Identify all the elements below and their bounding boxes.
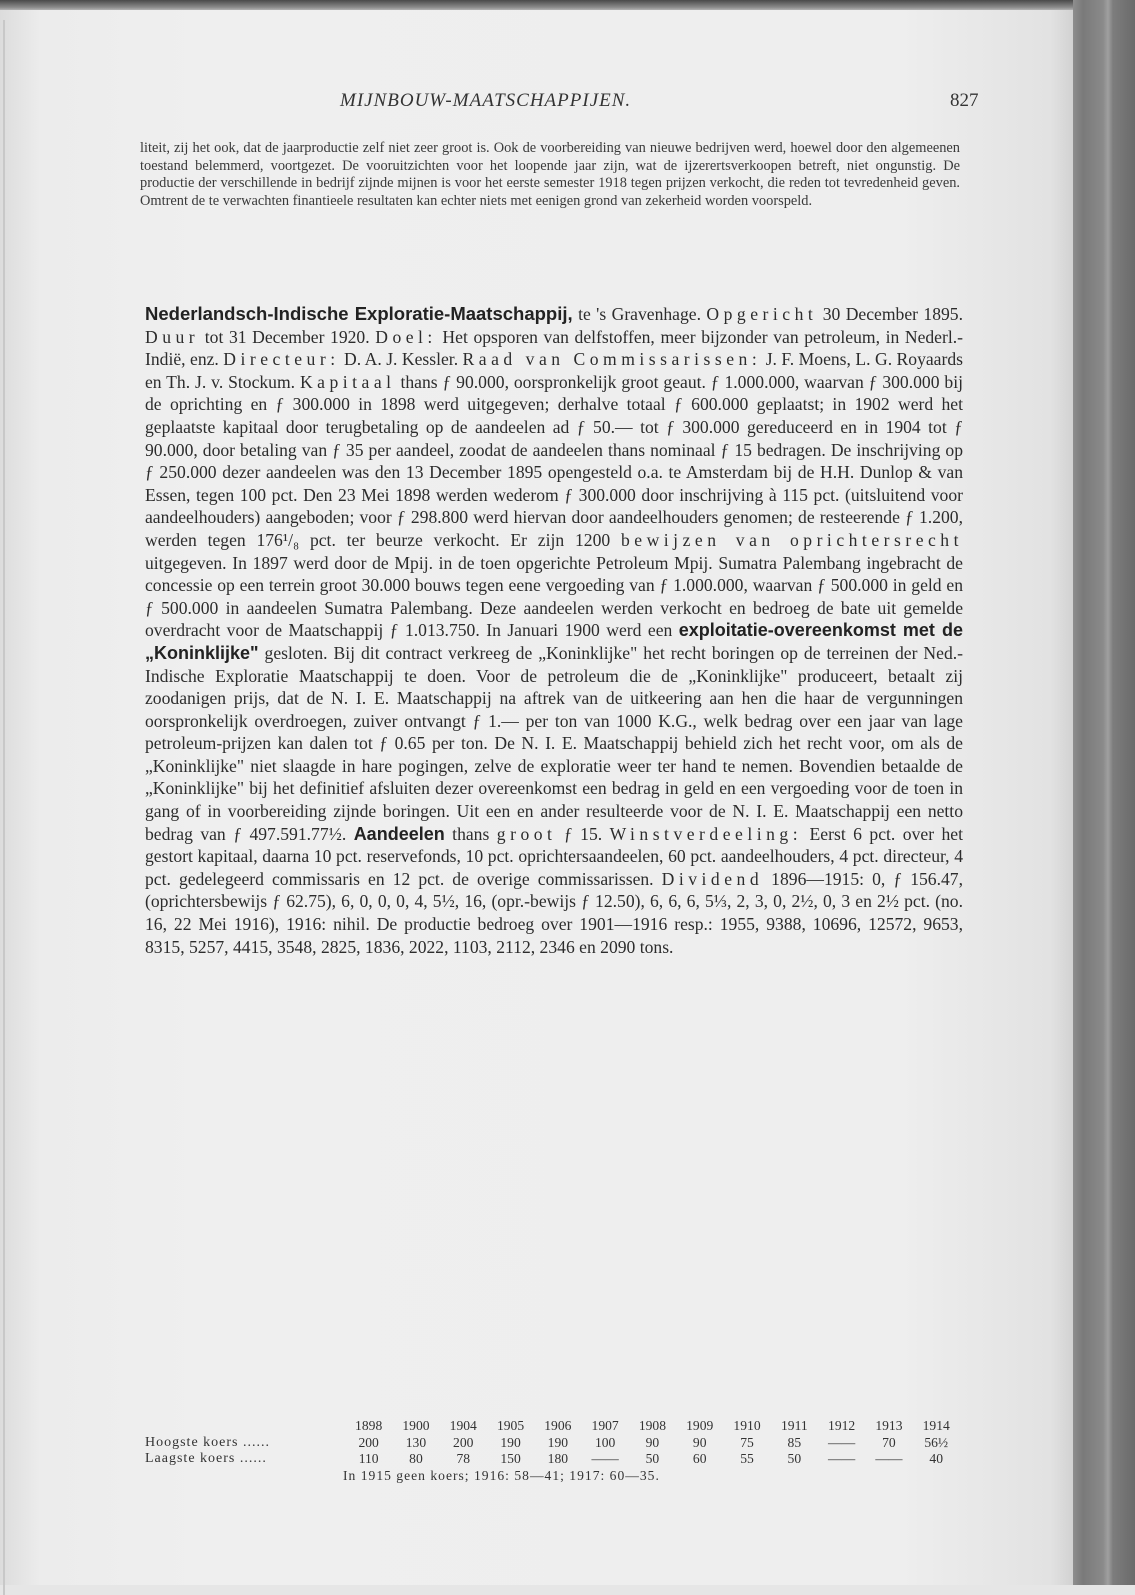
table-cell: 40 — [929, 1451, 943, 1466]
table-cell: 150 — [500, 1451, 521, 1466]
profit-distribution-value: Eerst 6 pct. over het gestort kapitaal, daarna 10 pct. reservefonds, 10 pct. oprichtersaandeelen, 60 pct. aandeelhouders, 4 pct. directeur, 4 pct. gedelegeerd commissaris en 12 pct. de overige commissarissen. — [145, 823, 964, 889]
table-row-low — [145, 1451, 965, 1468]
year-header: 1914 — [922, 1418, 950, 1433]
board-label: Raad van Commissarissen: — [462, 349, 762, 370]
year-header: 1898 — [355, 1418, 383, 1433]
table-header-row — [145, 1418, 965, 1435]
history-text: uitgegeven. In 1897 werd door de Mpij. in de toen opgerichte Petroleum Mpij. Sumatra Palembang ingebracht de concessie op een terrein groot 30.000 bouws tegen eene vergoeding van ƒ 1.000.000, waarvan ƒ 500.000 in geld en ƒ 500.000 in aandeelen Sumatra Palembang. Deze aandeelen werden verkocht en bedroeg de bate uit gemelde overdracht voor de Maatschappij ƒ 1.013.750. In Januari 1900 werd een — [145, 552, 963, 641]
year-header: 1909 — [686, 1418, 714, 1433]
founder-certificates-label: bewijzen van oprichtersrecht — [620, 529, 963, 550]
table-cell: 90 — [692, 1434, 707, 1450]
table-cell: 180 — [547, 1451, 569, 1466]
table-cell: —— — [875, 1451, 903, 1466]
running-title: MIJNBOUW-MAATSCHAPPIJEN. — [340, 90, 632, 111]
duration-value: tot 31 December 1920. — [199, 326, 376, 347]
table-cell: 78 — [456, 1451, 471, 1466]
year-header: 1905 — [496, 1418, 525, 1433]
table-cell: 90 — [645, 1434, 660, 1450]
row-label: Hoogste koers ...... — [145, 1434, 270, 1450]
row-label: Laagste koers ...... — [145, 1451, 267, 1466]
director-label: Directeur: — [223, 349, 340, 370]
table-cell: 200 — [358, 1434, 379, 1450]
table-cell: —— — [828, 1434, 856, 1450]
page-left-edge — [3, 20, 5, 1595]
year-header: 1913 — [875, 1418, 903, 1433]
shares-value: thans — [444, 823, 497, 844]
price-table — [145, 1418, 965, 1484]
year-header: 1906 — [544, 1418, 572, 1433]
share-size-value: ƒ 15. — [556, 823, 610, 844]
table-cell: 130 — [405, 1434, 427, 1450]
table-cell: 100 — [594, 1434, 616, 1450]
table-cell: 85 — [787, 1434, 802, 1450]
header-spacer — [145, 1418, 345, 1435]
dividend-label: Dividend — [661, 868, 764, 889]
table-cell: —— — [828, 1451, 856, 1466]
company-entry — [145, 303, 963, 958]
table-cell: 200 — [453, 1434, 474, 1450]
shares-label: Aandeelen — [353, 823, 445, 844]
year-header: 1904 — [449, 1418, 477, 1433]
continued-paragraph: liteit, zij het ook, dat de jaarproductie zelf niet zeer groot is. Ook de voorbereiding van nieuwe bedrijven werd, hoewel door den algemeenen toestand belemmerd, voortgezet. De vooruitzichten voor het loopende jaar zijn, wat de ijzerertsverkoopen betreft, niet ongunstig. De productie der verschillende in bedrijf zijnde mijnen is voor het eerste semester 1918 tegen prijzen verkocht, die reden tot tevredenheid geven. Omtrent de te verwachten finantieele resultaten kan echter niets met eenigen grond van zekerheid worden voorspeld. — [140, 140, 960, 209]
table-cell: 110 — [358, 1451, 379, 1466]
capital-label: Kapitaal — [299, 371, 396, 392]
table-row-high — [145, 1435, 965, 1452]
book-binding-edge — [1073, 0, 1135, 1585]
page-number: 827 — [950, 90, 979, 111]
purpose-label: Doel: — [375, 326, 437, 347]
running-head — [0, 90, 1073, 116]
table-cell: 80 — [409, 1451, 423, 1466]
table-cell: 190 — [500, 1434, 521, 1450]
table-cell: 190 — [547, 1434, 569, 1450]
capital-value: thans ƒ 90.000, oorspronkelijk groot geaut. ƒ 1.000.000, waarvan ƒ 300.000 bij de oprichting en ƒ 300.000 in 1898 werd uitgegeven; derhalve totaal ƒ 600.000 geplaatst; in 1902 werd het geplaatste kapitaal door terugbetaling op de aandeelen ad ƒ 50.— tot ƒ 300.000 gereduceerd en in 1904 tot ƒ 90.000, door betaling van ƒ 35 per aandeel, zoodat de aandeelen thans nominaal ƒ 15 bedragen. De inschrijving op ƒ 250.000 dezer aandeelen was den 13 December 1895 opengesteld o.a. te Amsterdam bij de H.H. Dunlop & van Essen, tegen 100 pct. Den 23 Mei 1898 werden wederom ƒ 300.000 door inschrijving à 115 pct. (uitsluitend voor aandeelhouders) aangeboden; voor ƒ 298.800 werd hiervan door aandeelhouders genomen; de resteerende ƒ 1.200, werden tegen 176¹/₈ pct. ter beurze verkocht. Er zijn 1200 — [145, 371, 963, 550]
year-header: 1907 — [591, 1418, 619, 1433]
exploitation-agreement-label: exploitatie-overeenkomst met de „Koninklijke" — [145, 620, 964, 663]
director-value: D. A. J. Kessler. — [339, 349, 463, 370]
company-name: Nederlandsch-Indische Exploratie-Maatschappij, — [145, 303, 573, 324]
table-cell: 55 — [740, 1451, 754, 1466]
purpose-value: Het opsporen van delfstoffen, meer bijzonder van petroleum, in Nederl.-Indië, enz. — [145, 326, 963, 370]
contract-text: gesloten. Bij dit contract verkreeg de „Koninklijke" het recht boringen op de terreinen der Ned.-Indische Exploratie Maatschappij te doen. Voor de petroleum die de „Koninklijke" produceert, betaalt zij zoodanigen prijs, dat de N. I. E. Maatschappij na aftrek van de uitkeering aan hen die haar de vergunningen oorspronkelijk overdroegen, zuiver ontvangt ƒ 1.— per ton van 1000 K.G., welk bedrag over een jaar van lage petroleum-prijzen kan dalen tot ƒ 0.65 per ton. De N. I. E. Maatschappij behield zich het recht voor, om als de „Koninklijke" niet slaagde in hare pogingen, zelve de exploratie weer ter hand te nemen. Bovendien betaalde de „Koninklijke" bij het definitief afsluiten dezer overeenkomst een bedrag in geld en een vergoeding voor de toen in gang of in voorbereiding zijnde boringen. Uit een en ander resulteerde voor de N. I. E. Maatschappij een netto bedrag van ƒ 497.591.77½. — [145, 642, 963, 844]
table-cell: 60 — [692, 1451, 707, 1466]
founded-value: 30 December 1895. — [817, 304, 963, 324]
table-cell: 50 — [645, 1451, 660, 1466]
table-cell: 70 — [882, 1434, 896, 1450]
duration-label: Duur — [145, 326, 200, 347]
share-size-label: groot — [496, 823, 557, 844]
year-header: 1912 — [828, 1418, 856, 1433]
year-header: 1910 — [733, 1418, 761, 1433]
table-cell: —— — [591, 1451, 619, 1466]
year-header: 1908 — [638, 1418, 667, 1433]
year-header: 1911 — [780, 1418, 808, 1433]
company-seat: te 's Gravenhage. — [572, 304, 707, 324]
profit-distribution-label: Winstverdeeling: — [609, 823, 803, 844]
table-cell: 50 — [787, 1451, 802, 1466]
year-header: 1900 — [402, 1418, 430, 1433]
table-cell: 56½ — [924, 1434, 949, 1450]
dividend-value: 1896—1915: 0, ƒ 156.47, (oprichtersbewijs ƒ 62.75), 6, 0, 0, 0, 4, 5½, 16, (opr.-bewijs ƒ 12.50), 6, 6, 6, 5⅓, 2, 3, 0, 2½, 0, 3 en 2½ pct. (no. 16, 22 Mei 1916), 1916: nihil. De productie bedroeg over 1901—1916 resp.: 1955, 9388, 10696, 12572, 9653, 8315, 5257, 4415, 3548, 2825, 1836, 2022, 1103, 2112, 2346 en 2090 tons. — [145, 868, 963, 957]
board-value: J. F. Moens, L. G. Royaards en Th. J. v. Stockum. — [145, 349, 963, 392]
founded-label: Opgericht — [706, 304, 818, 324]
table-cell: 75 — [740, 1434, 754, 1450]
entry-body — [145, 303, 963, 958]
table-note: In 1915 geen koers; 1916: 58—41; 1917: 60—35. — [343, 1467, 660, 1483]
